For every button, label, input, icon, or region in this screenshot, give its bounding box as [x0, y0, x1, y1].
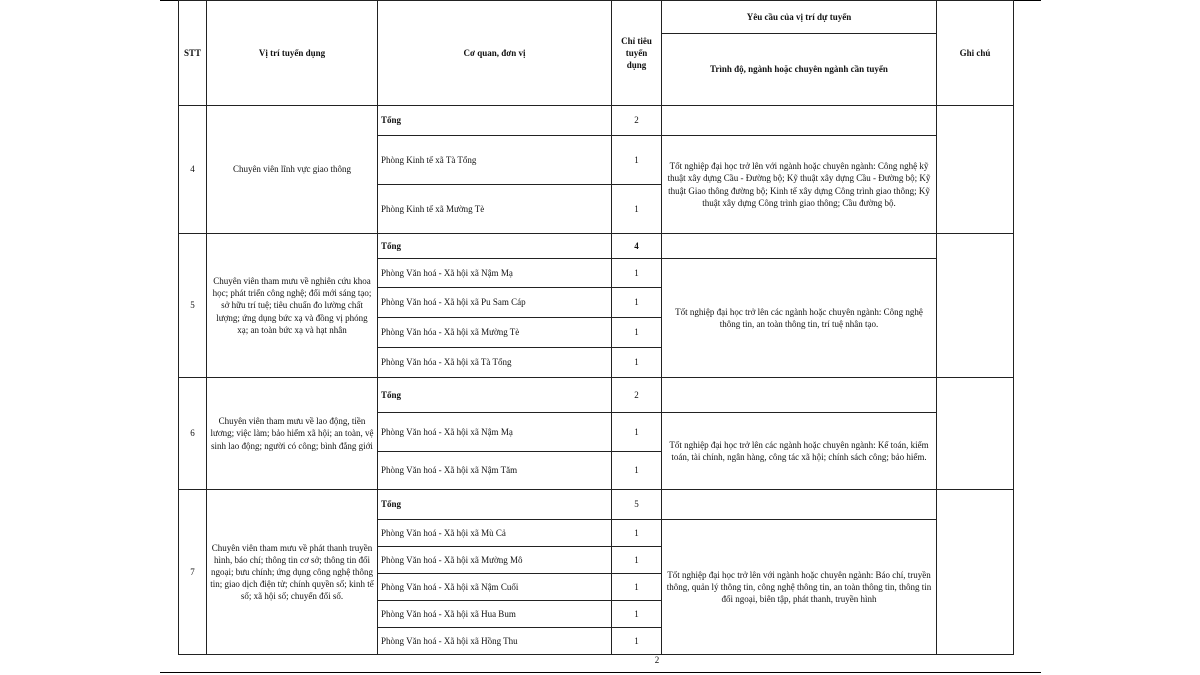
agency-cell: Phòng Văn hoá - Xã hội xã Nậm Tăm	[378, 452, 612, 490]
count-cell: 1	[612, 288, 662, 318]
header-requirements: Trình độ, ngành hoặc chuyên ngành cần tuyển	[662, 34, 937, 106]
requirement-empty-cell	[662, 378, 937, 413]
agency-cell: Phòng Kinh tế xã Tà Tổng	[378, 136, 612, 185]
count-cell: 1	[612, 413, 662, 452]
note-cell	[937, 106, 1014, 234]
count-cell: 1	[612, 318, 662, 348]
requirement-cell: Tốt nghiệp đại học trở lên các ngành hoặc chuyên ngành: Kế toán, kiểm toán, tài chính, ngân hàng, công tác xã hội; chính sách công; bảo hiểm.	[662, 413, 937, 490]
count-cell: 1	[612, 574, 662, 601]
header-quota: Chỉ tiêu tuyển dụng	[612, 1, 662, 106]
agency-cell: Phòng Văn hoá - Xã hội xã Nậm Mạ	[378, 413, 612, 452]
position-cell: Chuyên viên tham mưu về nghiên cứu khoa học; phát triển công nghệ; đổi mới sáng tạo; sở hữu trí tuệ; tiêu chuẩn đo lường chất lượng; ứng dụng bức xạ và đồng vị phóng xạ; an toàn bức xạ và hạt nhân	[207, 234, 378, 378]
stt-cell: 5	[179, 234, 207, 378]
total-label-cell: Tổng	[378, 490, 612, 520]
agency-cell: Phòng Văn hóa - Xã hội xã Tà Tổng	[378, 348, 612, 378]
agency-cell: Phòng Văn hoá - Xã hội xã Hua Bum	[378, 601, 612, 628]
agency-cell: Phòng Văn hoá - Xã hội xã Mường Mô	[378, 547, 612, 574]
count-cell: 1	[612, 601, 662, 628]
count-cell: 1	[612, 348, 662, 378]
requirement-cell: Tốt nghiệp đại học trở lên với ngành hoặc chuyên ngành: Công nghệ kỹ thuật xây dựng Cầu - Đường bộ; Kỹ thuật xây dựng Cầu - Đường bộ; Kỹ thuật Giao thông đường bộ; Kinh tế xây dựng Công trình giao thông; Kỹ thuật xây dựng Công trình giao thông; Cầu đường bộ.	[662, 136, 937, 234]
requirement-cell: Tốt nghiệp đại học trở lên các ngành hoặc chuyên ngành: Công nghệ thông tin, an toàn thông tin, trí tuệ nhân tạo.	[662, 259, 937, 378]
count-cell: 1	[612, 547, 662, 574]
agency-cell: Phòng Văn hoá - Xã hội xã Pu Sam Cáp	[378, 288, 612, 318]
total-count-cell: 2	[612, 378, 662, 413]
header-note: Ghi chú	[937, 1, 1014, 106]
table-row	[179, 106, 1014, 136]
agency-cell: Phòng Văn hoá - Xã hội xã Mù Cả	[378, 520, 612, 547]
position-cell: Chuyên viên tham mưu về phát thanh truyền hình, báo chí; thông tin cơ sở; thông tin đối ngoại; bưu chính; ứng dụng công nghệ thông tin; giao dịch điện tử; chính quyền số; kinh tế số; xã hội số; chuyển đổi số.	[207, 490, 378, 655]
requirement-empty-cell	[662, 490, 937, 520]
header-stt: STT	[179, 1, 207, 106]
note-cell	[937, 378, 1014, 490]
agency-cell: Phòng Văn hoá - Xã hội xã Hồng Thu	[378, 628, 612, 655]
count-cell: 1	[612, 136, 662, 185]
stt-cell: 4	[179, 106, 207, 234]
header-agency: Cơ quan, đơn vị	[378, 1, 612, 106]
table-row	[179, 234, 1014, 259]
header-position: Vị trí tuyển dụng	[207, 1, 378, 106]
count-cell: 1	[612, 520, 662, 547]
count-cell: 1	[612, 185, 662, 234]
agency-cell: Phòng Kinh tế xã Mường Tè	[378, 185, 612, 234]
table-row	[179, 378, 1014, 413]
total-label-cell: Tổng	[378, 106, 612, 136]
stt-cell: 7	[179, 490, 207, 655]
total-count-cell: 2	[612, 106, 662, 136]
table-row	[179, 490, 1014, 520]
count-cell: 1	[612, 259, 662, 288]
total-label-cell: Tổng	[378, 234, 612, 259]
total-label-cell: Tổng	[378, 378, 612, 413]
requirement-cell: Tốt nghiệp đại học trở lên với ngành hoặc chuyên ngành: Báo chí, truyền thông, quản lý thông tin, công nghệ thông tin, an toàn thông tin, thông tin đối ngoại, biên tập, phát thanh, truyền hình	[662, 520, 937, 655]
agency-cell: Phòng Văn hoá - Xã hội xã Nậm Cuổi	[378, 574, 612, 601]
stt-cell: 6	[179, 378, 207, 490]
page-number: 2	[654, 655, 660, 665]
note-cell	[937, 490, 1014, 655]
position-cell: Chuyên viên tham mưu về lao động, tiền lương; việc làm; bảo hiểm xã hội; an toàn, vệ sinh lao động; người có công; bình đẳng giới	[207, 378, 378, 490]
agency-cell: Phòng Văn hoá - Xã hội xã Nậm Mạ	[378, 259, 612, 288]
recruitment-table	[178, 0, 1014, 655]
agency-cell: Phòng Văn hóa - Xã hội xã Mường Tè	[378, 318, 612, 348]
page-bottom-rule	[160, 672, 1041, 673]
count-cell: 1	[612, 628, 662, 655]
header-requirements-group: Yêu cầu của vị trí dự tuyển	[662, 1, 937, 34]
total-count-cell: 4	[612, 234, 662, 259]
count-cell: 1	[612, 452, 662, 490]
total-count-cell: 5	[612, 490, 662, 520]
position-cell: Chuyên viên lĩnh vực giao thông	[207, 106, 378, 234]
requirement-empty-cell	[662, 234, 937, 259]
note-cell	[937, 234, 1014, 378]
requirement-empty-cell	[662, 106, 937, 136]
